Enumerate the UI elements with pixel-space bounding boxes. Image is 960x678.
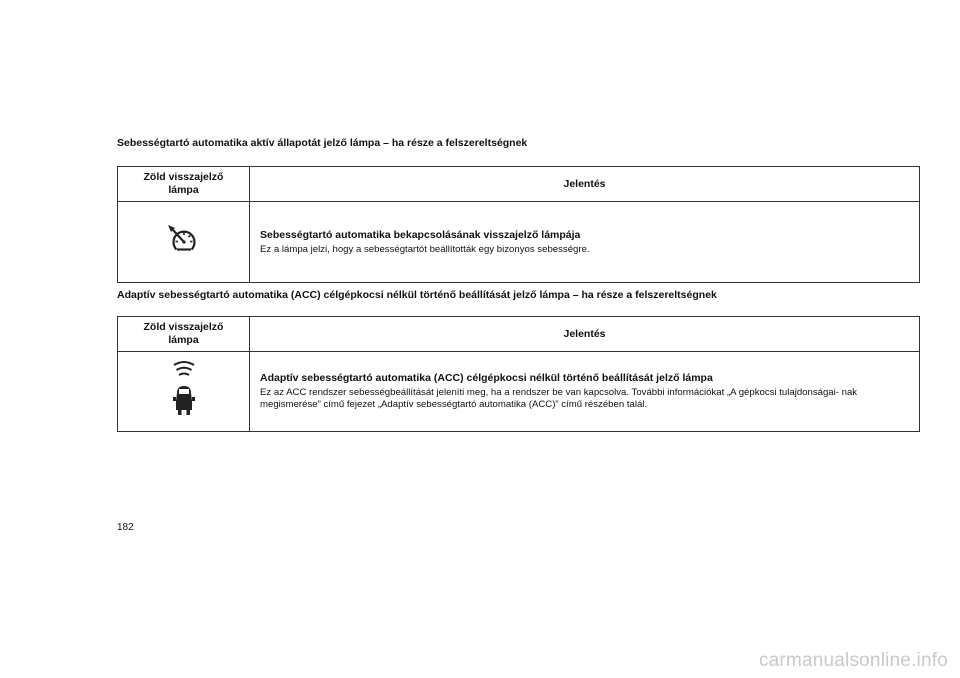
header-meaning-label: Jelentés <box>563 177 606 190</box>
lamp-icon-cell <box>118 202 250 283</box>
table-row <box>118 202 920 283</box>
table-header-row <box>118 167 920 202</box>
description-title: Sebességtartó automatika bekapcsolásának visszajelző lámpája <box>260 228 581 241</box>
section-title-cruise-control: Sebességtartó automatika aktív állapotát jelző lámpa – ha része a felszereltségnek <box>117 137 528 149</box>
page-number: 182 <box>117 522 134 533</box>
lamp-icon-cell <box>118 352 250 432</box>
header-meaning-cell <box>250 317 920 352</box>
lamp-table-acc <box>117 316 920 432</box>
description-text: Ez a lámpa jelzi, hogy a sebességtartót beállították egy bizonyos sebességre. <box>260 243 590 255</box>
lamp-table-cruise-control <box>117 166 920 283</box>
header-meaning-cell <box>250 167 920 202</box>
speedometer-gauge-icon <box>164 223 204 257</box>
header-lamp-cell <box>118 317 250 352</box>
section-title-acc: Adaptív sebességtartó automatika (ACC) célgépkocsi nélkül történő beállítását jelző lámpa – ha része a felszereltségnek <box>117 289 717 301</box>
watermark-text: carmanualsonline.info <box>758 650 948 671</box>
description-cell <box>250 352 920 432</box>
description-title: Adaptív sebességtartó automatika (ACC) célgépkocsi nélkül történő beállítását jelző lámpa <box>260 372 713 384</box>
header-meaning-label: Jelentés <box>563 327 606 340</box>
description-cell <box>250 202 920 283</box>
acc-radar-car-icon <box>169 360 199 418</box>
description-text: Ez az ACC rendszer sebességbeállítását jeleníti meg, ha a rendszer be van kapcsolva. További információkat „A gépkocsi tulajdonságai- nak megismerése” című fejezet „Adaptív sebességtartó automatika (ACC)” című részében talál. <box>260 387 858 410</box>
header-lamp-label: Zöld visszajelző lámpa <box>143 321 224 346</box>
header-lamp-label: Zöld visszajelző lámpa <box>143 171 224 196</box>
table-row <box>118 352 920 432</box>
header-lamp-cell <box>118 167 250 202</box>
table-header-row <box>118 317 920 352</box>
